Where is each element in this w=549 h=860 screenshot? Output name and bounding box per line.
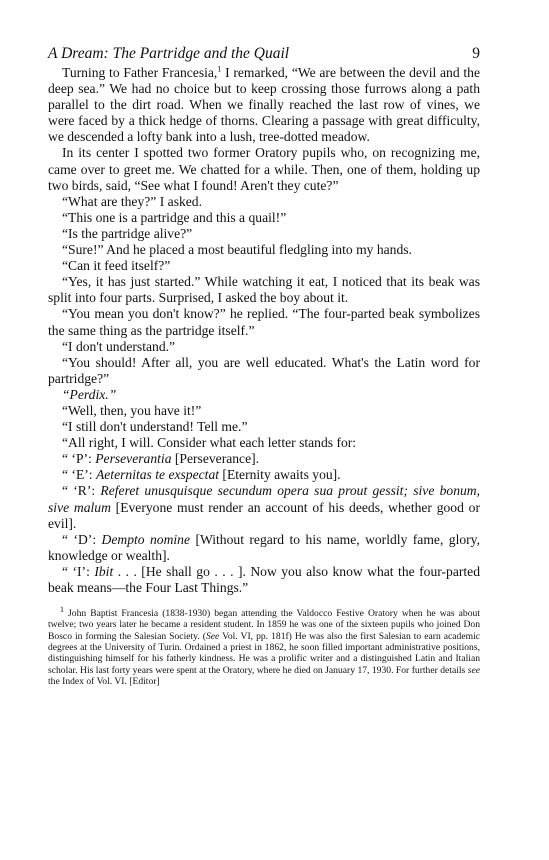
text-run: “You should! After all, you are well educated. What's the Latin word for partridge?” xyxy=(48,354,480,386)
text-run: “This one is a partridge and this a quail!” xyxy=(62,209,287,225)
footnote-text-3: the Index of Vol. VI. [Editor] xyxy=(48,675,160,687)
footnote-marker: 1 xyxy=(60,604,64,614)
footnote-text-2: Vol. VI, pp. 181f) He was also the first Salesian to earn academic degrees at the University of Turin. Ordained a priest in 1862, he soon filled important administrative positions, distinguishing himself for his fatherly kindness. He was a prolific writer and a distinguished Latin and Italian scholar. His last forty years were spent at the Oratory, where he died on January 17, 1930. For further details xyxy=(48,630,480,676)
paragraph xyxy=(48,451,480,467)
text-run: “What are they?” I asked. xyxy=(62,193,203,209)
text-run: “Well, then, you have it!” xyxy=(62,402,202,418)
paragraph xyxy=(48,242,480,258)
footnote-see-2: see xyxy=(467,664,480,676)
text-run: “I still don't understand! Tell me.” xyxy=(62,419,248,435)
paragraph xyxy=(48,194,480,210)
footnote-reference: 1 xyxy=(217,64,222,74)
paragraph xyxy=(48,226,480,242)
text-run: “Yes, it has just started.” While watching it eat, I noticed that its beak was split into four parts. Surprised, I asked the boy about it. xyxy=(48,274,480,306)
text-run: “Is the partridge alive?” xyxy=(62,225,193,241)
text-run: In its center I spotted two former Oratory pupils who, on recognizing me, came over to greet me. We chatted for a while. Then, one of them, holding up two birds, said, “See what I found! Aren't they cute?” xyxy=(48,145,480,193)
paragraph xyxy=(48,403,480,419)
footnote xyxy=(48,604,480,687)
text-run: I remarked, “We are between the devil and the deep sea.” We had no choice but to keep crossing those furrows along a path parallel to the dirt road. When we finally reached the last row of vines, we were faced by a thick hedge of thorns. Clearing a passage with great difficulty, we descended a lofty bank into a lush, tree-dotted meadow. xyxy=(48,65,481,145)
running-header xyxy=(48,44,480,64)
text-run: Dempto nomine xyxy=(101,531,191,547)
text-run: “Can it feed itself?” xyxy=(62,258,171,274)
paragraph xyxy=(48,564,480,596)
text-run: “ ‘D’: xyxy=(62,531,102,547)
paragraph xyxy=(48,339,480,355)
body-text xyxy=(48,65,480,596)
text-run: [Without regard to his name, worldly fame, glory, knowledge or wealth]. xyxy=(48,531,480,563)
text-run: “ ‘I’: xyxy=(62,563,95,579)
paragraph xyxy=(48,435,480,451)
text-run: “ ‘R’: xyxy=(62,483,101,499)
text-run: [Everyone must render an account of his deeds, whether good or evil]. xyxy=(48,499,480,531)
footnote-text-1: John Baptist Francesia (1838-1930) began attending the Valdocco Festive Oratory when he was about twelve; two years later he became a resident student. In 1859 he was one of the sixteen pupils who joined Don Bosco in forming the Salesian Society. ( xyxy=(48,608,480,642)
paragraph xyxy=(48,258,480,274)
paragraph xyxy=(48,306,480,338)
chapter-title: A Dream: The Partridge and the Quail xyxy=(48,45,290,62)
text-run: Referet unusquisque secundum opera sua prout gessit; sive bonum, sive malum xyxy=(48,483,480,515)
paragraph xyxy=(48,467,480,483)
paragraph xyxy=(48,483,480,531)
text-run: “I don't understand.” xyxy=(62,338,176,354)
paragraph xyxy=(48,532,480,564)
text-run: [Eternity awaits you]. xyxy=(219,467,341,483)
paragraph xyxy=(48,210,480,226)
paragraph xyxy=(48,65,480,145)
text-run: . . . [He shall go . . . ]. Now you also know what the four-parted beak means—the Four Last Things.” xyxy=(48,563,480,595)
paragraph xyxy=(48,387,480,403)
text-run: Perseverantia xyxy=(95,451,172,467)
text-run: Aeternitas te exspectat xyxy=(95,467,220,483)
paragraph xyxy=(48,419,480,435)
text-run: [Perseverance]. xyxy=(171,451,260,467)
text-run: “Perdix.” xyxy=(62,386,117,402)
paragraph xyxy=(48,274,480,306)
text-run: Turning to Father Francesia, xyxy=(62,65,218,80)
book-page xyxy=(48,44,480,687)
paragraph xyxy=(48,145,480,193)
paragraph xyxy=(48,355,480,387)
page-number: 9 xyxy=(472,45,480,62)
text-run: “Sure!” And he placed a most beautiful fledgling into my hands. xyxy=(62,242,412,258)
text-run: “ ‘P’: xyxy=(62,451,96,467)
footnote-see-1: See xyxy=(205,630,220,642)
text-run: “You mean you don't know?” he replied. “The four-parted beak symbolizes the same thing as the partridge itself.” xyxy=(48,306,480,338)
text-run: Ibit xyxy=(94,563,114,579)
text-run: “All right, I will. Consider what each letter stands for: xyxy=(62,435,357,451)
text-run: “ ‘E’: xyxy=(62,467,96,483)
